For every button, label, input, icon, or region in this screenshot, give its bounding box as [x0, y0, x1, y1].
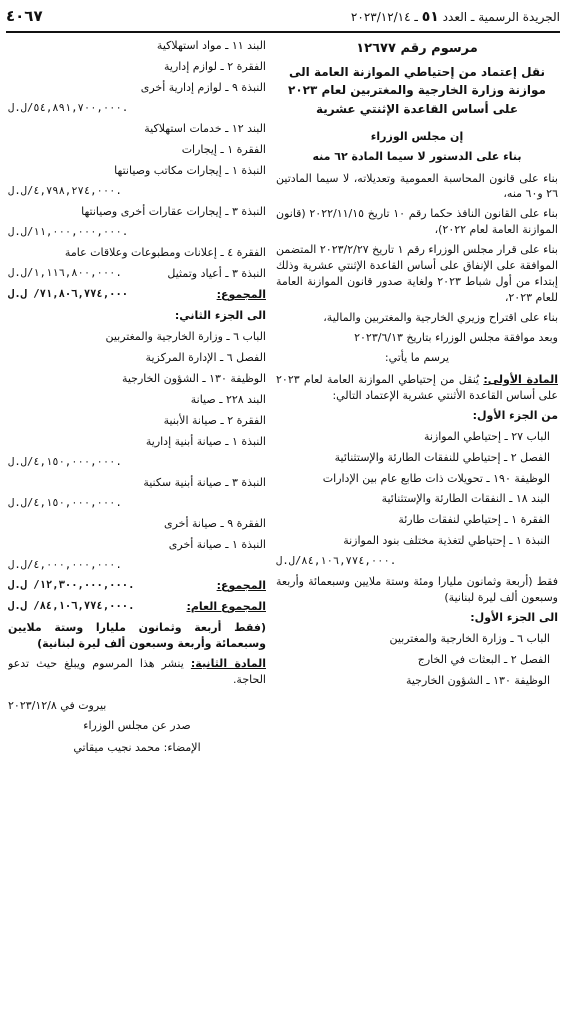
from-amount: ٨٤,١٠٦,٧٧٤,٠٠٠/ل.ل.	[276, 555, 397, 568]
page-number: ٤٠٦٧	[6, 7, 43, 26]
budget-amount: ٤,٠٠٠,٠٠٠,٠٠٠/ل.ل.	[8, 558, 122, 571]
budget-line: الفقرة ٢ ـ لوازم إدارية	[163, 59, 266, 73]
grand-total-label: المجموع العام:	[186, 600, 266, 613]
decree-title: مرسوم رقم ١٢٦٧٧	[356, 41, 478, 56]
budget-line: البند ١١ ـ مواد استهلاكية	[156, 39, 266, 52]
budget-line: الفصل ٦ ـ الإدارة المركزية	[145, 350, 266, 364]
preamble-1: بناء على قانون المحاسبة العمومية وتعديلاته، لا سيما المادتين ٢٦ و٦٠ منه،	[276, 171, 558, 201]
article-2	[8, 656, 266, 688]
from-item: الوظيفة ١٩٠ ـ تحويلات ذات طابع عام بين الإدارات	[322, 471, 550, 485]
header-rule	[6, 31, 560, 33]
to-item: الوظيفة ١٣٠ ـ الشؤون الخارجية	[405, 674, 550, 688]
grand-total	[8, 599, 266, 615]
budget-amount: ١,١١٦,٨٠٠,٠٠٠/ل.ل.	[8, 267, 122, 280]
left-column	[8, 38, 266, 1024]
to-item: الباب ٦ ـ وزارة الخارجية والمغتربين	[389, 632, 550, 646]
article-1-label: المادة الأولى:	[483, 372, 558, 386]
budget-line: النبذة ٣ ـ إيجارات عقارات أخرى وصيانتها	[81, 205, 266, 219]
budget-amount: ٤,١٥٠,٠٠٠,٠٠٠/ل.ل.	[8, 455, 122, 468]
budget-line: البند ٢٢٨ ـ صيانة	[190, 392, 266, 406]
council-heading: إن مجلس الوزراء	[370, 129, 464, 143]
budget-line: النبذة ١ ـ صيانة أبنية إدارية	[145, 434, 266, 448]
from-item: الفقرة ١ ـ إحتياطي لنفقات طارئة	[398, 513, 550, 527]
budget-amount: ٤,٧٩٨,٢٧٤,٠٠٠/ل.ل.	[8, 184, 122, 197]
gazette-name: الجريدة الرسمية ـ العدد	[442, 9, 560, 24]
to-part-heading: الى الجزء الأول:	[470, 611, 558, 625]
place-date: بيروت في ٢٠٢٣/١٢/٨	[8, 698, 107, 712]
budget-line-with-amount	[8, 266, 266, 282]
budget-amount: ١١,٠٠٠,٠٠٠,٠٠٠/ل.ل.	[8, 226, 129, 238]
budget-line: الوظيفة ١٣٠ ـ الشؤون الخارجية	[121, 371, 266, 385]
right-column	[276, 38, 558, 1024]
amount-in-words: فقط (أربعة وثمانون مليارا ومئة وستة ملايين وسبعمائة وأربعة وسبعون ألف ليرة لبنانية)	[276, 575, 558, 605]
budget-line: الفقرة ١ ـ إيجارات	[181, 142, 266, 156]
part-two-heading: الى الجزء الثاني:	[174, 309, 266, 323]
page-header	[6, 4, 560, 30]
signature: الإمضاء: محمد نجيب ميقاتي	[73, 740, 201, 754]
grand-total-value: ٨٤,١٠٦,٧٧٤,٠٠٠/ ل.ل.	[8, 600, 135, 612]
to-item: الفصل ٢ ـ البعثات في الخارج	[417, 653, 550, 667]
subtotal-2	[8, 578, 266, 594]
decree-subject: نقل إعتماد من إحتياطي الموازنة العامة الى موازنة وزارة الخارجية والمغتربين لعام ٢٠٢٣ على أساس القاعدة الإثنتي عشرية	[288, 64, 546, 117]
preamble-3: بناء على قرار مجلس الوزراء رقم ١ تاريخ ٢٠٢٣/٢/٢٧ المتضمن الموافقة على الإنفاق على أساس القاعدة الإثنتي عشرية وذلك إبتداء من أول شباط ٢٠٢٣ ولغاية صدور قانون الموازنة العامة للعام ٢٠٢٣،	[276, 243, 558, 305]
article-1	[276, 372, 558, 404]
constitution-line: بناء على الدستور لا سيما المادة ٦٢ منه	[312, 149, 522, 163]
budget-line: الفقرة ٩ ـ صيانة أخرى	[163, 516, 266, 530]
budget-amount: ٤,١٥٠,٠٠٠,٠٠٠/ل.ل.	[8, 496, 122, 509]
subtotal-label: المجموع:	[216, 288, 266, 302]
budget-line: النبذة ٣ ـ صيانة أبنية سكنية	[143, 475, 266, 489]
budget-line: النبذة ١ ـ صيانة أخرى	[168, 537, 266, 551]
budget-line: الفقرة ٤ ـ إعلانات ومطبوعات وعلاقات عامة	[64, 246, 266, 260]
from-item: الباب ٢٧ ـ إحتياطي الموازنة	[423, 429, 550, 443]
from-item: النبذة ١ ـ إحتياطي لتغذية مختلف بنود الموازنة	[343, 534, 550, 548]
issue-date: ـ ٢٠٢٣/١٢/١٤	[350, 9, 418, 24]
preamble-5: وبعد موافقة مجلس الوزراء بتاريخ ٢٠٢٣/٦/١٣	[354, 330, 558, 344]
grand-total-words: (فقط أربعة وثمانون مليارا وستة ملايين وسبعمائة وأربعة وسبعون ألف ليرة لبنانية)	[8, 620, 266, 650]
budget-amount: ٥٤,٨٩١,٧٠٠,٠٠٠/ل.ل.	[8, 101, 129, 114]
preamble-2: بناء على القانون النافذ حكما رقم ١٠ تاريخ ٢٠٢٢/١١/١٥ (قانون الموازنة العامة لعام ٢٠٢٢)،	[276, 207, 558, 237]
issue-number: ٥١	[421, 8, 439, 25]
from-item: البند ١٨ ـ النفقات الطارئة والإستثنائية	[381, 492, 550, 506]
budget-line: النبذة ٣ ـ أعياد وتمثيل	[167, 267, 266, 281]
subtotal-label: المجموع:	[216, 579, 266, 593]
subtotal-1	[8, 287, 266, 303]
from-item: الفصل ٢ ـ إحتياطي للنفقات الطارئة والإستثنائية	[334, 450, 550, 464]
issued-by: صدر عن مجلس الوزراء	[83, 718, 191, 732]
budget-line: النبذة ١ ـ إيجارات مكاتب وصيانتها	[114, 163, 266, 177]
decrees-line: يرسم ما يأتي:	[384, 350, 450, 364]
subtotal-value: ١٢,٣٠٠,٠٠٠,٠٠٠/ ل.ل.	[8, 579, 135, 592]
budget-line: البند ١٢ ـ خدمات استهلاكية	[144, 122, 266, 136]
from-part-heading: من الجزء الأول:	[472, 408, 558, 422]
budget-line: النبذة ٩ ـ لوازم إدارية أخرى	[140, 80, 266, 94]
subtotal-value: ٧١,٨٠٦,٧٧٤,٠٠٠/ ل.ل	[8, 288, 129, 301]
article-2-label: المادة الثانية:	[190, 656, 266, 670]
budget-line: الفقرة ٢ ـ صيانة الأبنية	[163, 413, 266, 427]
budget-line: الباب ٦ ـ وزارة الخارجية والمغتربين	[105, 329, 266, 343]
gazette-info	[351, 7, 560, 27]
article-1-text: يُنقل من إحتياطي الموازنة العامة لعام ٢٠٢٣ على أساس القاعدة الأثنتي عشرية الإعتماد التالي:	[276, 372, 558, 402]
article-2-text: ينشر هذا المرسوم ويبلغ حيث تدعو الحاجة.	[8, 656, 266, 686]
preamble-4: بناء على اقتراح وزيري الخارجية والمغتربين والمالية،	[323, 311, 558, 324]
